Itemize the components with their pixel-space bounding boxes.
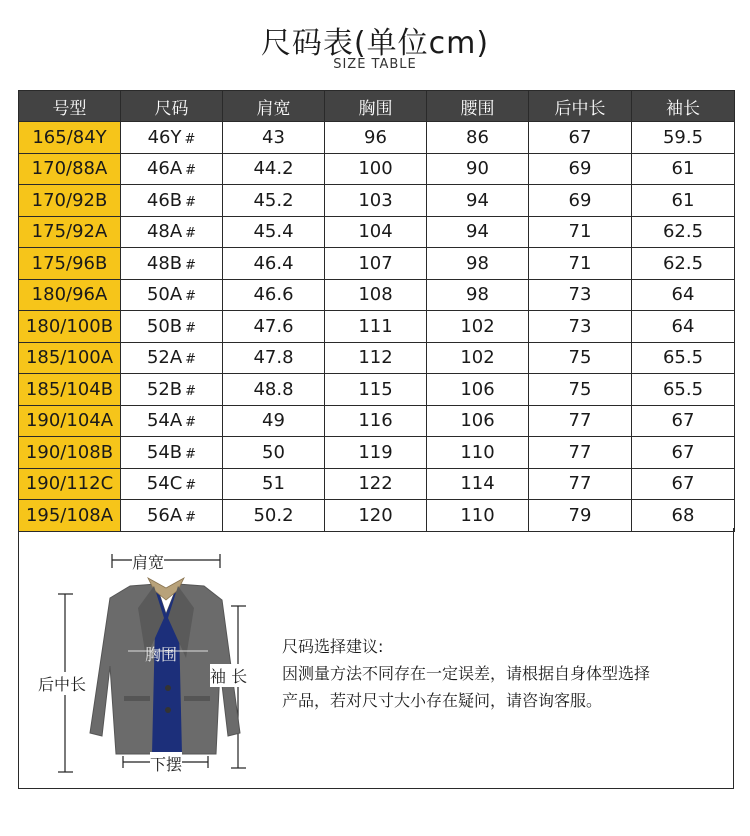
sleeve-cell: 62.5: [632, 216, 735, 248]
sleeve-cell: 62.5: [632, 248, 735, 280]
model-cell: 175/92A: [19, 216, 121, 248]
size-mark: #: [185, 478, 197, 494]
size-mark: #: [185, 509, 197, 525]
sleeve-cell: 67: [632, 437, 735, 469]
size-cell: [121, 248, 223, 280]
sleeve-cell: 64: [632, 311, 735, 343]
size-code: 52B: [146, 378, 183, 400]
size-mark: #: [184, 131, 196, 147]
page-subtitle: SIZE TABLE: [333, 57, 417, 72]
size-cell: [121, 279, 223, 311]
chest-cell: 112: [325, 342, 427, 374]
table-row: [19, 248, 735, 280]
model-cell: 165/84Y: [19, 122, 121, 154]
chest-cell: 100: [325, 153, 427, 185]
sleeve-cell: 61: [632, 153, 735, 185]
shoulder-cell: 50.2: [223, 500, 325, 532]
size-mark: #: [185, 226, 197, 242]
sleeve-cell: 59.5: [632, 122, 735, 154]
size-cell: [121, 122, 223, 154]
shoulder-cell: 44.2: [223, 153, 325, 185]
chest-cell: 122: [325, 468, 427, 500]
waist-cell: 102: [427, 311, 529, 343]
waist-cell: 98: [427, 279, 529, 311]
sleeve-cell: 64: [632, 279, 735, 311]
sleeve-length-label: 袖 长: [210, 664, 247, 687]
model-cell: 170/92B: [19, 185, 121, 217]
hem-label: 下摆: [150, 752, 182, 775]
page-title: 尺码表(单位cm): [260, 26, 490, 61]
waist-cell: 110: [427, 437, 529, 469]
sleeve-cell: 61: [632, 185, 735, 217]
column-header-sleeve: 袖长: [632, 91, 735, 122]
chest-cell: 107: [325, 248, 427, 280]
size-code: 54C: [146, 473, 183, 495]
shoulder-cell: 46.6: [223, 279, 325, 311]
size-cell: [121, 500, 223, 532]
back-length-cell: 75: [529, 374, 632, 406]
size-cell: [121, 311, 223, 343]
model-cell: 190/108B: [19, 437, 121, 469]
table-row: [19, 122, 735, 154]
size-advice: [282, 633, 650, 714]
size-cell: [121, 468, 223, 500]
size-code: 54A: [146, 410, 183, 432]
chest-cell: 103: [325, 185, 427, 217]
size-code: 52A: [146, 347, 183, 369]
table-row: [19, 279, 735, 311]
size-code: 48A: [146, 221, 183, 243]
size-code: 50A: [146, 284, 183, 306]
waist-cell: 94: [427, 185, 529, 217]
waist-cell: 106: [427, 374, 529, 406]
table-row: [19, 216, 735, 248]
model-cell: 185/104B: [19, 374, 121, 406]
back-length-cell: 77: [529, 437, 632, 469]
sleeve-cell: 67: [632, 468, 735, 500]
size-mark: #: [185, 257, 197, 273]
shoulder-cell: 45.2: [223, 185, 325, 217]
waist-cell: 90: [427, 153, 529, 185]
back-length-cell: 77: [529, 405, 632, 437]
size-mark: #: [185, 289, 197, 305]
model-cell: 170/88A: [19, 153, 121, 185]
model-cell: 195/108A: [19, 500, 121, 532]
size-cell: [121, 216, 223, 248]
table-row: [19, 500, 735, 532]
sleeve-cell: 68: [632, 500, 735, 532]
chest-cell: 108: [325, 279, 427, 311]
back-length-cell: 67: [529, 122, 632, 154]
waist-cell: 106: [427, 405, 529, 437]
size-cell: [121, 153, 223, 185]
column-header-size: 尺码: [121, 91, 223, 122]
column-header-shoulder: 肩宽: [223, 91, 325, 122]
size-mark: #: [185, 383, 197, 399]
model-cell: 190/104A: [19, 405, 121, 437]
size-table: [18, 90, 735, 532]
size-code: 46Y: [147, 126, 182, 148]
model-cell: 175/96B: [19, 248, 121, 280]
table-row: [19, 311, 735, 343]
size-cell: [121, 437, 223, 469]
size-code: 48B: [146, 252, 183, 274]
size-code: 50B: [146, 315, 183, 337]
size-cell: [121, 342, 223, 374]
chest-cell: 104: [325, 216, 427, 248]
chest-cell: 116: [325, 405, 427, 437]
table-row: [19, 437, 735, 469]
shoulder-width-label: 肩宽: [132, 550, 164, 573]
shoulder-cell: 50: [223, 437, 325, 469]
back-length-label: 后中长: [38, 672, 86, 695]
table-row: [19, 468, 735, 500]
size-code: 46A: [146, 158, 183, 180]
size-cell: [121, 185, 223, 217]
shoulder-cell: 48.8: [223, 374, 325, 406]
sleeve-cell: 67: [632, 405, 735, 437]
shoulder-cell: 46.4: [223, 248, 325, 280]
shoulder-cell: 47.6: [223, 311, 325, 343]
back-length-cell: 73: [529, 311, 632, 343]
back-length-cell: 79: [529, 500, 632, 532]
shoulder-cell: 47.8: [223, 342, 325, 374]
waist-cell: 94: [427, 216, 529, 248]
shoulder-cell: 49: [223, 405, 325, 437]
back-length-cell: 77: [529, 468, 632, 500]
advice-line: 产品，若对尺寸大小存在疑问，请咨询客服。: [282, 691, 603, 710]
chest-cell: 120: [325, 500, 427, 532]
back-length-cell: 71: [529, 248, 632, 280]
size-mark: #: [185, 352, 197, 368]
column-header-chest: 胸围: [325, 91, 427, 122]
shoulder-cell: 43: [223, 122, 325, 154]
size-code: 54B: [146, 441, 183, 463]
chest-cell: 96: [325, 122, 427, 154]
size-mark: #: [185, 194, 197, 210]
size-mark: #: [185, 320, 197, 336]
size-code: 56A: [146, 504, 183, 526]
advice-line: 因测量方法不同存在一定误差，请根据自身体型选择: [282, 664, 651, 683]
size-mark: #: [185, 163, 197, 179]
back-length-cell: 69: [529, 185, 632, 217]
column-header-model: 号型: [19, 91, 121, 122]
chest-label: 胸围: [145, 645, 178, 664]
waist-cell: 102: [427, 342, 529, 374]
waist-cell: 98: [427, 248, 529, 280]
back-length-cell: 73: [529, 279, 632, 311]
waist-cell: 110: [427, 500, 529, 532]
shoulder-cell: 45.4: [223, 216, 325, 248]
model-cell: 185/100A: [19, 342, 121, 374]
shoulder-cell: 51: [223, 468, 325, 500]
chest-cell: 119: [325, 437, 427, 469]
table-row: [19, 185, 735, 217]
sleeve-cell: 65.5: [632, 374, 735, 406]
model-cell: 180/100B: [19, 311, 121, 343]
back-length-cell: 71: [529, 216, 632, 248]
size-cell: [121, 374, 223, 406]
table-row: [19, 153, 735, 185]
chest-cell: 111: [325, 311, 427, 343]
size-cell: [121, 405, 223, 437]
waist-cell: 86: [427, 122, 529, 154]
back-length-cell: 69: [529, 153, 632, 185]
chest-cell: 115: [325, 374, 427, 406]
size-mark: #: [185, 415, 197, 431]
column-header-back-length: 后中长: [529, 91, 632, 122]
table-row: [19, 405, 735, 437]
model-cell: 190/112C: [19, 468, 121, 500]
back-length-cell: 75: [529, 342, 632, 374]
table-header-row: [19, 91, 735, 122]
table-row: [19, 342, 735, 374]
table-row: [19, 374, 735, 406]
waist-cell: 114: [427, 468, 529, 500]
sleeve-cell: 65.5: [632, 342, 735, 374]
model-cell: 180/96A: [19, 279, 121, 311]
size-code: 46B: [146, 189, 183, 211]
column-header-waist: 腰围: [427, 91, 529, 122]
size-mark: #: [185, 446, 197, 462]
advice-heading: 尺码选择建议:: [282, 637, 384, 656]
